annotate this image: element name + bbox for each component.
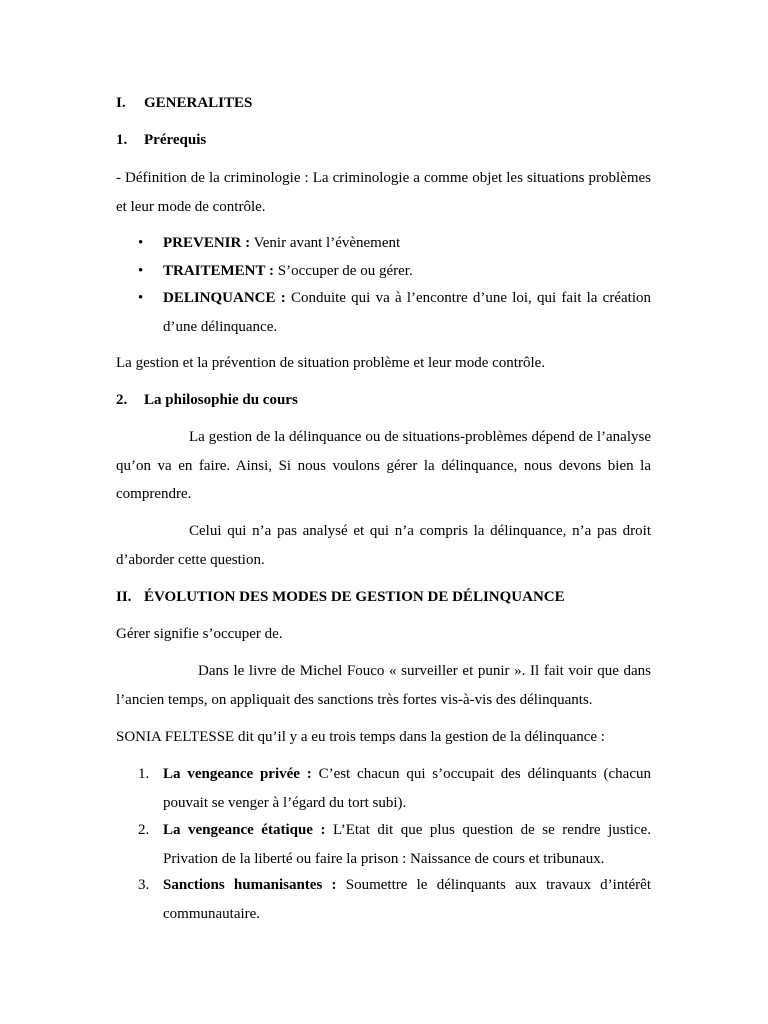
list-item-vengeance-etatique: 2. La vengeance étatique : L’Etat dit que plus question de se rendre justice. Privation de la liberté ou faire la prison : Naissance de cours et tribunaux. [138, 822, 651, 867]
section-heading-evolution: II. ÉVOLUTION DES MODES DE GESTION DE DÉLINQUANCE [116, 589, 565, 605]
subheading-prerequis: 1. Prérequis [116, 132, 207, 148]
section-heading-generalites: I. GENERALITES [116, 95, 253, 111]
bullet-icon: • [138, 263, 144, 279]
philosophy-paragraph-1: La gestion de la délinquance ou de situations-problèmes dépend de l’analyse qu’on va en faire. Ainsi, Si nous voulons gérer la délinquance, nous devons bien la comprendre. [116, 429, 651, 502]
bullet-item-traitement: • TRAITEMENT : S’occuper de ou gérer. [163, 257, 651, 286]
subheading-philosophie: 2. La philosophie du cours [116, 392, 298, 408]
gestion-paragraph: La gestion et la prévention de situation problème et leur mode contrôle. [116, 355, 546, 371]
definition-paragraph: - Définition de la criminologie : La criminologie a comme objet les situations problèmes et leur mode de contrôle. [116, 170, 651, 215]
bullet-item-delinquance: • DELINQUANCE : Conduite qui va à l’encontre d’une loi, qui fait la création d’une délinquance. [163, 284, 651, 341]
bullet-icon: • [138, 235, 144, 251]
philosophy-paragraph-2: Celui qui n’a pas analysé et qui n’a compris la délinquance, n’a pas droit d’aborder cette question. [116, 523, 651, 568]
bullet-icon: • [138, 290, 144, 306]
sonia-paragraph: SONIA FELTESSE dit qu’il y a eu trois temps dans la gestion de la délinquance : [116, 729, 605, 745]
list-item-vengeance-privee: 1. La vengeance privée : C’est chacun qui s’occupait des délinquants (chacun pouvait se venger à l’égard du tort subi). [138, 766, 651, 811]
gerer-paragraph: Gérer signifie s’occuper de. [116, 626, 283, 642]
bullet-item-prevenir: • PREVENIR : Venir avant l’évènement [163, 229, 651, 258]
list-item-sanctions-humanisantes: 3. Sanctions humanisantes : Soumettre le délinquants aux travaux d’intérêt communautaire. [138, 877, 651, 922]
fouco-paragraph: Dans le livre de Michel Fouco « surveiller et punir ». Il fait voir que dans l’ancien temps, on appliquait des sanctions très fortes vis-à-vis des délinquants. [116, 663, 651, 708]
